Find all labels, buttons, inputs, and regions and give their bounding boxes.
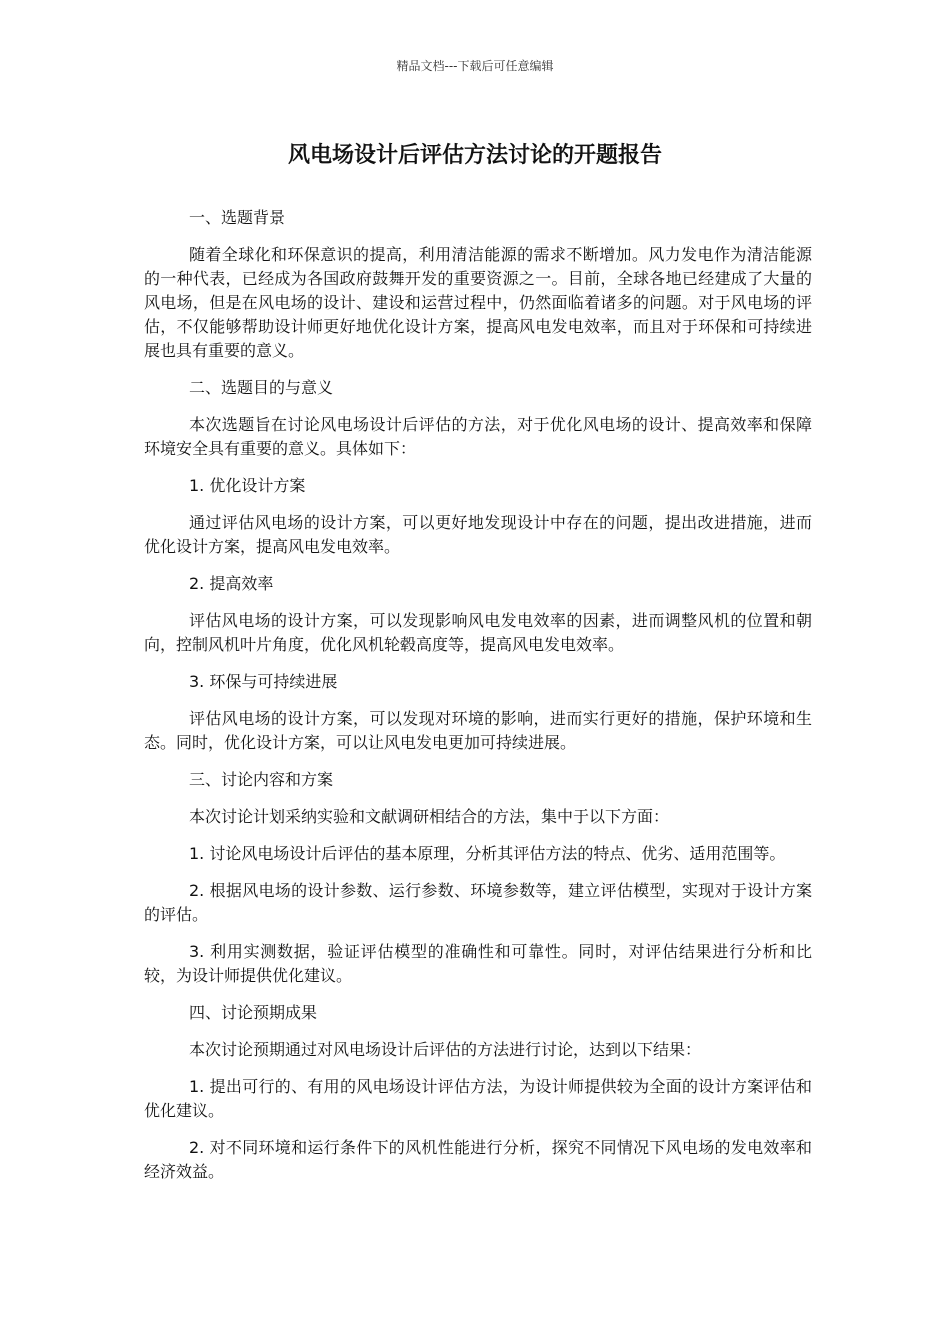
header-note: 精品文档---下载后可任意编辑 bbox=[396, 59, 554, 73]
section-heading-content: 三、讨论内容和方案 bbox=[189, 770, 334, 789]
list-item-results-2: 2. 对不同环境和运行条件下的风机性能进行分析，探究不同情况下风电场的发电效率和经济效益。 bbox=[144, 1138, 812, 1181]
paragraph-content-intro: 本次讨论计划采纳实验和文献调研相结合的方法，集中于以下方面： bbox=[189, 807, 670, 826]
list-item-results-1: 1. 提出可行的、有用的风电场设计评估方法，为设计师提供较为全面的设计方案评估和优化建议。 bbox=[144, 1077, 812, 1120]
subheading-improve-efficiency: 2. 提高效率 bbox=[189, 574, 274, 593]
list-item-content-3: 3. 利用实测数据，验证评估模型的准确性和可靠性。同时，对评估结果进行分析和比较，为设计师提供优化建议。 bbox=[144, 942, 812, 985]
paragraph-purpose-intro: 本次选题旨在讨论风电场设计后评估的方法，对于优化风电场的设计、提高效率和保障环境安全具有重要的意义。具体如下： bbox=[144, 415, 812, 458]
paragraph-improve-efficiency: 评估风电场的设计方案，可以发现影响风电发电效率的因素，进而调整风机的位置和朝向，控制风机叶片角度，优化风机轮毂高度等，提高风电发电效率。 bbox=[144, 611, 812, 654]
paragraph-background: 随着全球化和环保意识的提高，利用清洁能源的需求不断增加。风力发电作为清洁能源的一种代表，已经成为各国政府鼓舞开发的重要资源之一。目前，全球各地已经建成了大量的风电场，但是在风电场的设计、建设和运营过程中，仍然面临着诸多的问题。对于风电场的评估，不仅能够帮助设计师更好地优化设计方案，提高风电发电效率，而且对于环保和可持续进展也具有重要的意义。 bbox=[144, 245, 812, 360]
subheading-environment: 3. 环保与可持续进展 bbox=[189, 672, 338, 691]
paragraph-environment: 评估风电场的设计方案，可以发现对环境的影响，进而实行更好的措施，保护环境和生态。同时，优化设计方案，可以让风电发电更加可持续进展。 bbox=[144, 709, 812, 752]
paragraph-optimize-design: 通过评估风电场的设计方案，可以更好地发现设计中存在的问题，提出改进措施，进而优化设计方案，提高风电发电效率。 bbox=[144, 513, 812, 556]
document-title: 风电场设计后评估方法讨论的开题报告 bbox=[287, 143, 662, 168]
document-body bbox=[144, 206, 812, 1197]
section-heading-background: 一、选题背景 bbox=[189, 208, 286, 227]
paragraph-results-intro: 本次讨论预期通过对风电场设计后评估的方法进行讨论，达到以下结果： bbox=[189, 1040, 702, 1059]
list-item-content-2: 2. 根据风电场的设计参数、运行参数、环境参数等，建立评估模型，实现对于设计方案的评估。 bbox=[144, 881, 812, 924]
list-item-content-1: 1. 讨论风电场设计后评估的基本原理，分析其评估方法的特点、优劣、适用范围等。 bbox=[189, 844, 786, 863]
subheading-optimize-design: 1. 优化设计方案 bbox=[189, 476, 306, 495]
section-heading-purpose: 二、选题目的与意义 bbox=[189, 378, 334, 397]
section-heading-results: 四、讨论预期成果 bbox=[189, 1003, 318, 1022]
